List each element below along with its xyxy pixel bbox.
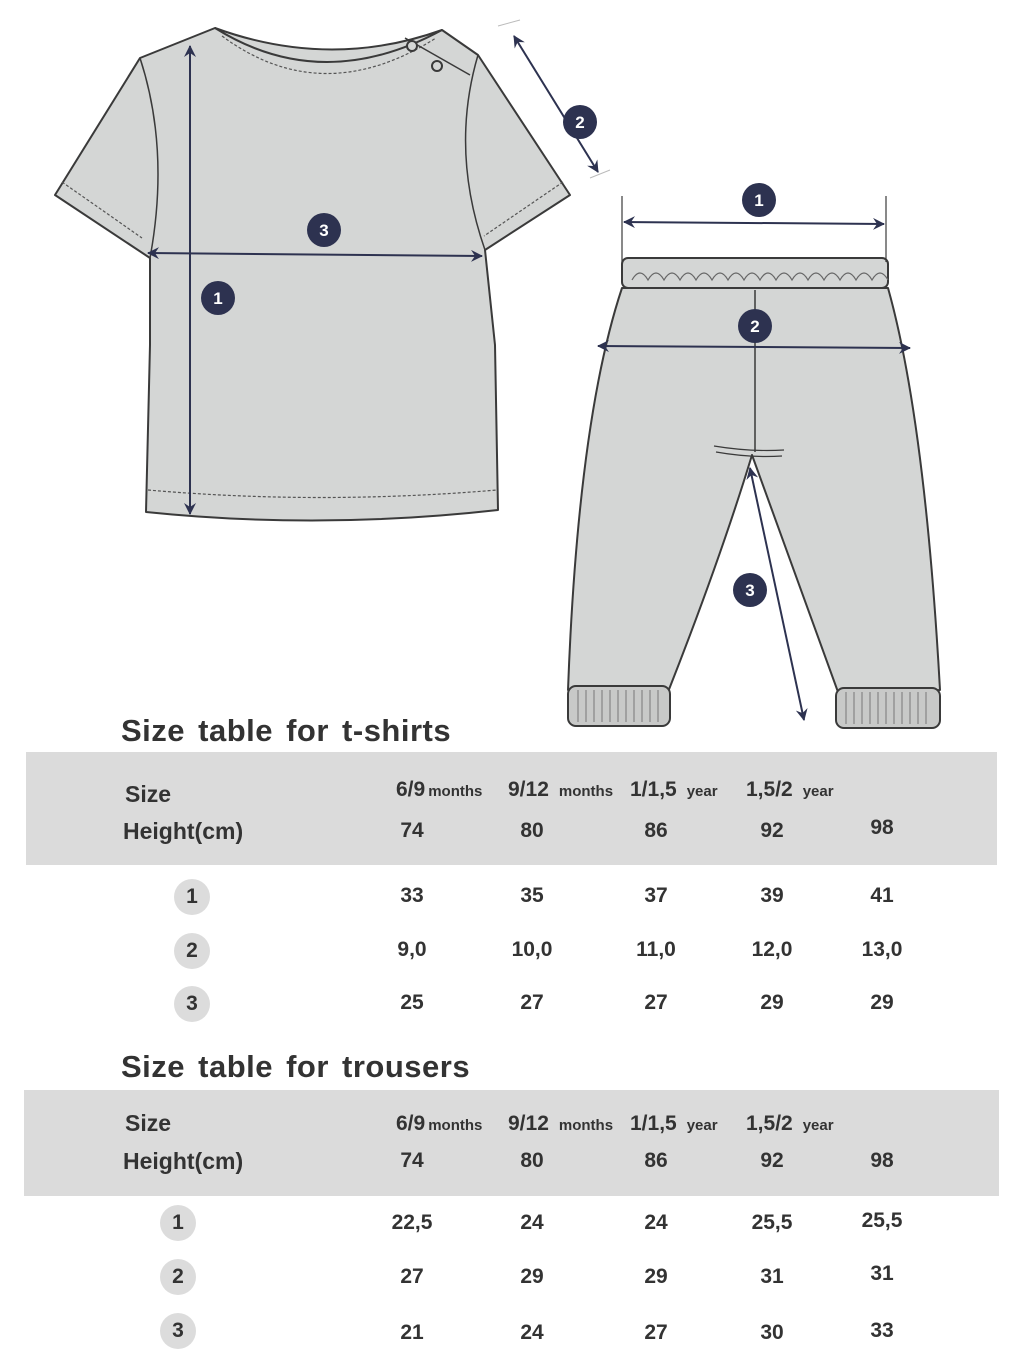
badge-trousers-hip (738, 309, 772, 343)
svg-text:1: 1 (213, 289, 223, 308)
height-label: Height(cm) (123, 1148, 244, 1174)
table-row-badge: 1 (174, 879, 210, 915)
trousers-table-header (24, 1090, 999, 1196)
table-cell: 31 (870, 1262, 894, 1285)
table-cell: 33 (870, 1319, 894, 1342)
table-cell: 33 (400, 884, 424, 907)
size-col-3: 1/1,5 year (630, 1112, 718, 1135)
table-cell: 37 (644, 884, 668, 907)
svg-text:2: 2 (575, 113, 585, 132)
table-row-badge: 3 (174, 986, 210, 1022)
height-col-5: 98 (870, 1149, 894, 1172)
table-cell: 13,0 (861, 938, 903, 961)
table-cell: 11,0 (636, 938, 676, 961)
height-col-3: 86 (644, 1149, 668, 1172)
table-cell: 29 (520, 1265, 544, 1288)
badge-trousers-inseam (733, 573, 767, 607)
table-cell: 41 (870, 884, 894, 907)
table-cell: 39 (760, 884, 784, 907)
tshirt-table-title: Size table for t-shirts (121, 713, 452, 748)
table-cell: 24 (520, 1321, 544, 1344)
size-col-4: 1,5/2 year (746, 778, 834, 801)
table-cell: 24 (520, 1211, 544, 1234)
height-col-5: 98 (870, 816, 894, 839)
table-cell: 27 (644, 1321, 668, 1344)
size-col-1: 6/9 months (396, 778, 483, 801)
table-cell: 35 (520, 884, 544, 907)
table-cell: 29 (870, 991, 894, 1014)
size-label: Size (125, 1110, 172, 1136)
table-cell: 9,0 (397, 938, 427, 961)
svg-text:3: 3 (319, 221, 329, 240)
table-row-badge: 3 (160, 1313, 196, 1349)
svg-text:3: 3 (745, 581, 755, 600)
table-cell: 31 (760, 1265, 784, 1288)
height-label: Height(cm) (123, 818, 244, 844)
height-col-3: 86 (644, 819, 668, 842)
height-col-1: 74 (400, 819, 424, 842)
height-col-4: 92 (760, 819, 784, 842)
height-col-2: 80 (520, 819, 544, 842)
badge-tshirt-length (201, 281, 235, 315)
tshirt-drawing (55, 28, 570, 521)
table-cell: 21 (400, 1321, 424, 1344)
table-cell: 29 (760, 991, 784, 1014)
badge-tshirt-chest (307, 213, 341, 247)
table-cell: 10,0 (511, 938, 553, 961)
table-row-badge: 2 (174, 933, 210, 969)
table-cell: 29 (644, 1265, 668, 1288)
snap-button-icon (432, 61, 442, 71)
table-cell: 27 (644, 991, 668, 1014)
trousers-table-title: Size table for trousers (121, 1049, 471, 1084)
table-cell: 27 (520, 991, 544, 1014)
size-col-2: 9/12 months (508, 778, 614, 801)
table-cell: 22,5 (391, 1211, 433, 1234)
tshirt-table-header (26, 752, 997, 865)
table-row-badge: 1 (160, 1205, 196, 1241)
table-cell: 24 (644, 1211, 668, 1234)
snap-button-icon (407, 41, 417, 51)
table-cell: 27 (400, 1265, 424, 1288)
size-col-2: 9/12 months (508, 1112, 614, 1135)
table-cell: 25,5 (861, 1209, 903, 1232)
svg-text:2: 2 (750, 317, 760, 336)
table-cell: 12,0 (751, 938, 793, 961)
height-col-1: 74 (400, 1149, 424, 1172)
height-col-4: 92 (760, 1149, 784, 1172)
table-cell: 25,5 (751, 1211, 793, 1234)
svg-text:1: 1 (754, 191, 764, 210)
size-col-1: 6/9 months (396, 1112, 483, 1135)
badge-tshirt-shoulder (563, 105, 597, 139)
table-cell: 30 (760, 1321, 784, 1344)
size-label: Size (125, 781, 172, 807)
height-col-2: 80 (520, 1149, 544, 1172)
table-row-badge: 2 (160, 1259, 196, 1295)
badge-trousers-waist (742, 183, 776, 217)
size-col-4: 1,5/2 year (746, 1112, 834, 1135)
size-col-3: 1/1,5 year (630, 778, 718, 801)
table-cell: 25 (400, 991, 424, 1014)
